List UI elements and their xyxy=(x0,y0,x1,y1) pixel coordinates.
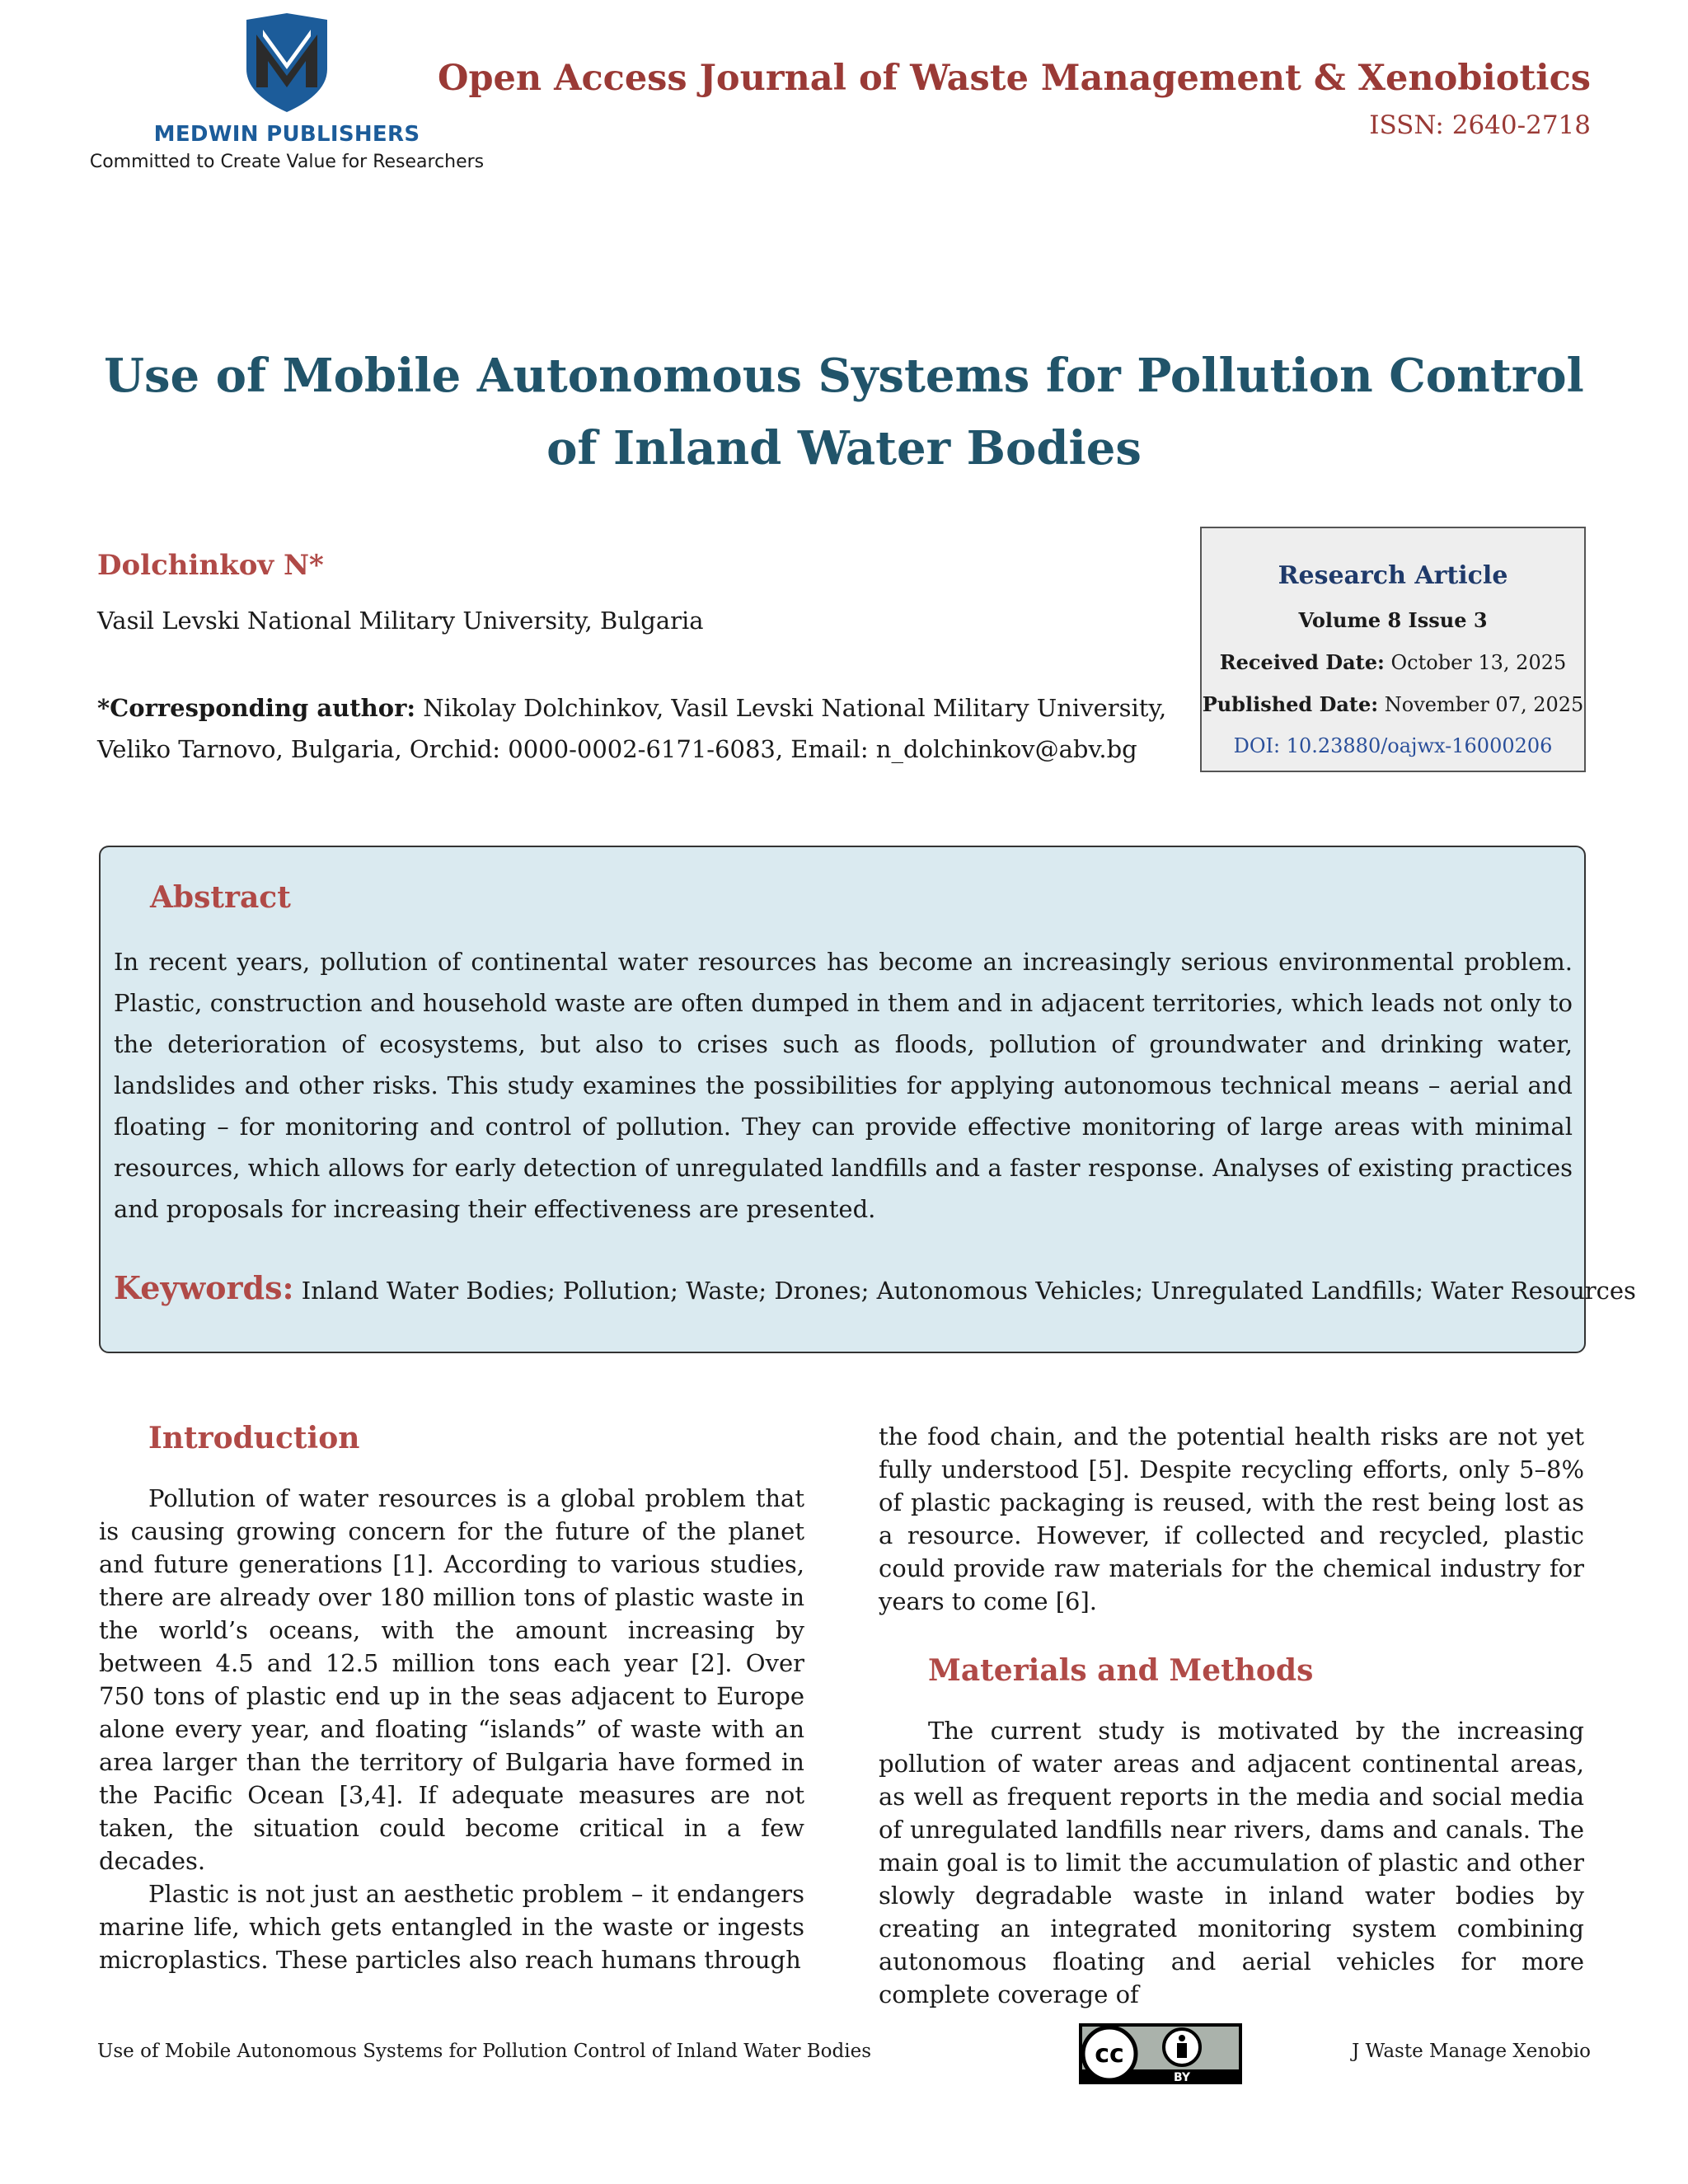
journal-title: Open Access Journal of Waste Management & Xenobiotics xyxy=(437,58,1591,99)
author-affiliation: Vasil Levski National Military University, Bulgaria xyxy=(97,607,704,635)
received-date xyxy=(1202,650,1584,674)
svg-text:cc: cc xyxy=(1095,2040,1124,2069)
article-info-box xyxy=(1200,527,1586,772)
abstract-body: In recent years, pollution of continental water resources has become an increasingly serious environmental problem. Plastic, construction and household waste are often dumped in them and in adjacent territories, which leads not only to the deterioration of ecosystems, but also to crises such as floods, pollution of groundwater and drinking water, landslides and other risks. This study examines the possibilities for applying autonomous technical means – aerial and floating – for monitoring and control of pollution. They can provide effective monitoring of large areas with minimal resources, which allows for early detection of unregulated landfills and a faster response. Analyses of existing practices and proposals for increasing their effectiveness are presented. xyxy=(114,948,1573,1223)
footer-running-title: Use of Mobile Autonomous Systems for Pollution Control of Inland Water Bodies xyxy=(97,2041,872,2062)
published-date xyxy=(1202,692,1584,716)
keywords-label: Keywords: xyxy=(114,1269,294,1306)
license-badge-label: BY xyxy=(1173,2071,1191,2084)
author-name: Dolchinkov N* xyxy=(97,549,324,582)
publisher-logo xyxy=(89,12,485,193)
introduction-heading: Introduction xyxy=(148,1421,360,1455)
doi-link[interactable]: DOI: 10.23880/oajwx-16000206 xyxy=(1233,734,1553,757)
corresponding-label: *Corresponding author: xyxy=(97,694,416,722)
issn: ISSN: 2640-2718 xyxy=(1369,110,1591,140)
corresponding-details: Nikolay Dolchinkov, Vasil Levski National Military University, Veliko Tarnovo, Bulgaria, Orchid: 0000-0002-6171-6083, Email: n_dolchinkov@abv.bg xyxy=(97,694,1167,763)
keywords-list: Inland Water Bodies; Pollution; Waste; Drones; Autonomous Vehicles; Unregulated Landfills; Water Resources xyxy=(293,1277,1636,1305)
abstract-heading: Abstract xyxy=(150,880,291,915)
footer-journal-abbrev: J Waste Manage Xenobio xyxy=(1352,2041,1591,2062)
article-title: Use of Mobile Autonomous Systems for Pollution Control of Inland Water Bodies xyxy=(104,349,1584,476)
publisher-tagline: Committed to Create Value for Researchers xyxy=(89,152,485,172)
published-label: Published Date: xyxy=(1202,692,1379,716)
received-label: Received Date: xyxy=(1219,650,1385,674)
published-value: November 07, 2025 xyxy=(1378,693,1584,716)
introduction-paragraph-2: Plastic is not just an aesthetic problem – it endangers marine life, which gets entangled in the waste or ingests microplastics. These particles also reach humans through xyxy=(99,1880,804,1974)
volume-issue: Volume 8 Issue 3 xyxy=(1298,608,1488,632)
publisher-name: MEDWIN PUBLISHERS xyxy=(153,122,420,147)
license-badge[interactable] xyxy=(1078,2022,1243,2088)
medwin-logo-icon xyxy=(241,12,332,114)
materials-methods-paragraph-1: The current study is motivated by the increasing pollution of water areas and adjacent continental areas, as well as frequent reports in the media and social media of unregulated landfills near rivers, dams and canals. The main goal is to limit the accumulation of plastic and other slowly degradable waste in inland water bodies by creating an integrated monitoring system combining autonomous floating and aerial vehicles for more complete coverage of xyxy=(879,1717,1584,2008)
article-type: Research Article xyxy=(1278,561,1508,590)
introduction-paragraph-1: Pollution of water resources is a global problem that is causing growing concern for the future of the planet and future generations [1]. According to various studies, there are already over 180 million tons of plastic waste in the world’s oceans, with the amount increasing by between 4.5 and 12.5 million tons each year [2]. Over 750 tons of plastic end up in the seas adjacent to Europe alone every year, and floating “islands” of waste with an area larger than the territory of Bulgaria have formed in the Pacific Ocean [3,4]. If adequate measures are not taken, the situation could become critical in a few decades. xyxy=(99,1484,804,1875)
introduction-continued: the food chain, and the potential health risks are not yet fully understood [5]. Despite recycling efforts, only 5–8% of plastic packaging is reused, with the rest being lost as a resource. However, if collected and recycled, plastic could provide raw materials for the chemical industry for years to come [6]. xyxy=(879,1422,1584,1615)
received-value: October 13, 2025 xyxy=(1384,651,1567,674)
corresponding-author xyxy=(97,687,1193,770)
abstract-box xyxy=(99,846,1636,1353)
creative-commons-by-icon xyxy=(1078,2022,1243,2085)
keywords xyxy=(114,1269,1636,1306)
materials-methods-heading: Materials and Methods xyxy=(928,1653,1314,1688)
